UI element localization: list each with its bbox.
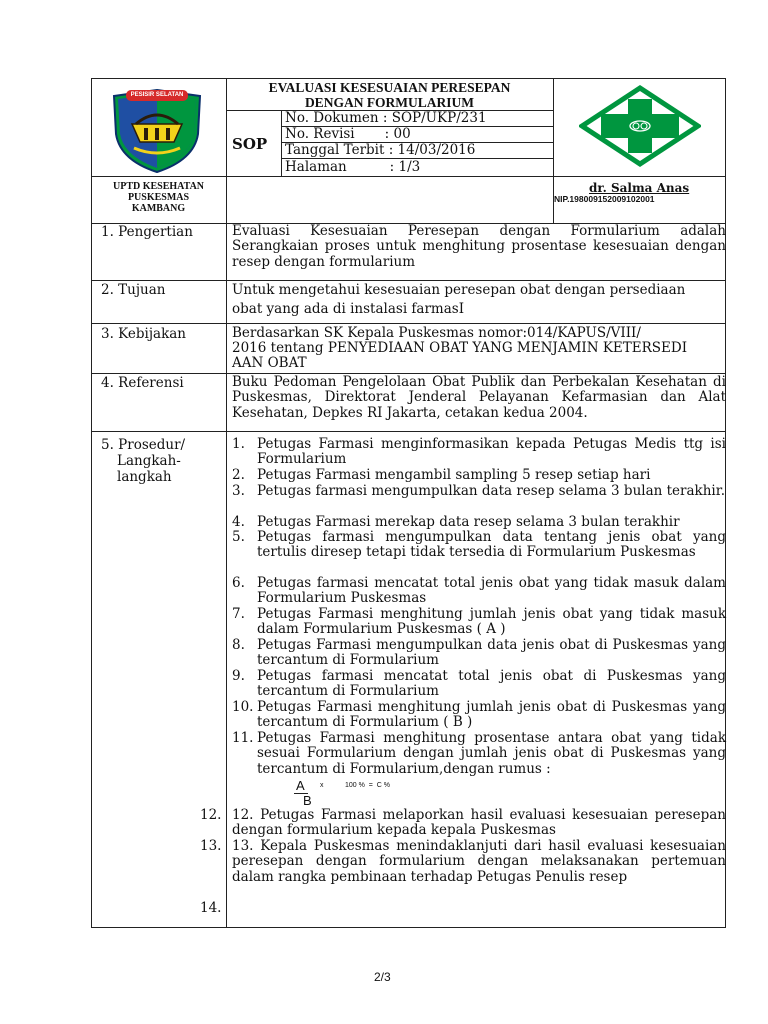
text-tujuan-line1: Untuk mengetahui kesesuaian peresepan obat dengan persediaan [232, 282, 686, 298]
rule [91, 323, 725, 324]
procedure-step-number: 11. [232, 730, 254, 746]
label-kebijakan: 3. Kebijakan [101, 326, 187, 342]
procedure-step [232, 576, 726, 607]
formula-denominator: B [303, 793, 312, 808]
procedure-step-text: Petugas Farmasi menghitung prosentase antara obat yang tidak sesuai Formularium dengan jumlah jenis obat di Puskesmas yang tercantum di Formularium,dengan rumus : [257, 730, 726, 777]
procedure-step-number: 1. [232, 436, 245, 452]
procedure-step-text: Petugas Farmasi menghitung jumlah jenis obat yang tidak masuk dalam Formularium Puskesmas ( A ) [257, 606, 726, 638]
signer-name: dr. Salma Anas [589, 181, 690, 195]
procedure-step [232, 515, 726, 530]
procedure-step-text: Petugas farmasi mencatat total jenis obat yang tidak masuk dalam Formularium Puskesmas [257, 575, 726, 607]
label-pengertian: 1. Pengertian [101, 224, 193, 240]
column-divider [553, 78, 554, 176]
logo-caption: PESISIR SELATAN [130, 92, 184, 98]
rule [91, 176, 725, 177]
label-prosedur-line1: 5. Prosedur/ [101, 437, 186, 453]
step13-text: 13. Kepala Puskesmas menindaklanjuti dari hasil evaluasi kesesuaian peresepan dengan formularium dengan melaksanakan pertemuan dalam rangka pembinaan terhadap Petugas Penulis resep [232, 838, 726, 885]
step12-number: 12. [200, 807, 222, 823]
procedure-step-text: Petugas Farmasi mengambil sampling 5 resep setiap hari [257, 467, 651, 483]
procedure-step-text: Petugas farmasi mengumpulkan data resep selama 3 bulan terakhir. [257, 483, 725, 499]
label-prosedur-line2: Langkah- [117, 453, 181, 469]
publish-date: Tanggal Terbit : 14/03/2016 [285, 142, 476, 158]
text-pengertian: Evaluasi Kesesuaian Peresepan dengan Formularium adalah Serangkaian proses untuk menghitung prosentase kesesuaian dengan resep dengan formularium [232, 223, 726, 270]
text-kebijakan-line2: 2016 tentang PENYEDIAAN OBAT YANG MENJAMIN KETERSEDI [232, 340, 688, 356]
formula-times: x [320, 782, 324, 789]
procedure-step [232, 638, 726, 669]
procedure-step-number: 5. [232, 529, 245, 545]
procedure-step [232, 731, 726, 777]
text-tujuan-line2: obat yang ada di instalasi farmasI [232, 301, 465, 317]
step13-number: 13. [200, 838, 222, 854]
formula-result: 100 % = C % [345, 782, 390, 789]
procedure-step-text: Petugas farmasi mengumpulkan data tentang jenis obat yang tertulis diresep tetapi tidak tersedia di Formularium Puskesmas [257, 529, 726, 561]
document-title-line1: EVALUASI KESESUAIAN PERESEPAN [268, 80, 511, 95]
puskesmas-logo [579, 85, 701, 167]
regency-logo [108, 84, 206, 174]
formula [291, 778, 431, 808]
revision: No. Revisi : 00 [285, 126, 411, 142]
procedure-step [232, 669, 726, 700]
procedure-step [232, 700, 726, 731]
procedure-step-text: Petugas Farmasi mengumpulkan data jenis obat di Puskesmas yang tercantum di Formularium [257, 637, 726, 669]
procedure-step-number: 8. [232, 637, 245, 653]
procedure-step-number: 9. [232, 668, 245, 684]
label-prosedur-line3: langkah [117, 469, 172, 485]
column-divider [281, 110, 282, 176]
procedure-step-number: 10. [232, 699, 254, 715]
rule [91, 280, 725, 281]
table-border-right [725, 78, 726, 928]
procedure-step [232, 530, 726, 561]
procedure-step [232, 468, 726, 483]
document-title-line2: DENGAN FORMULARIUM [304, 95, 475, 110]
procedure-step-number: 2. [232, 467, 245, 483]
procedure-step-number: 6. [232, 575, 245, 591]
procedure-step-text: Petugas Farmasi merekap data resep selama 3 bulan terakhir [257, 514, 680, 530]
column-divider [226, 78, 227, 928]
procedure-step-text: Petugas Farmasi menginformasikan kepada Petugas Medis ttg isi Formularium [257, 436, 726, 468]
procedure-step-number: 4. [232, 514, 245, 530]
org-line3: KAMBANG [131, 203, 186, 214]
doc-number: No. Dokumen : SOP/UKP/231 [285, 110, 487, 126]
procedure-step-text: Petugas farmasi mencatat total jenis obat di Puskesmas yang tercantum di Formularium [257, 668, 726, 700]
text-kebijakan-line1: Berdasarkan SK Kepala Puskesmas nomor:014/KAPUS/VIII/ [232, 325, 641, 341]
procedure-step-number: 3. [232, 483, 245, 499]
formula-numerator: A [296, 778, 305, 793]
table-border-bottom [91, 927, 725, 928]
page-number: Halaman : 1/3 [285, 159, 421, 175]
label-referensi: 4. Referensi [101, 375, 184, 391]
label-tujuan: 2. Tujuan [101, 282, 166, 298]
procedure-step-text: Petugas Farmasi menghitung jumlah jenis obat di Puskesmas yang tercantum di Formularium ( B ) [257, 699, 726, 731]
page-indicator: 2/3 [374, 970, 391, 984]
procedure-step [232, 607, 726, 638]
step14-number: 14. [200, 900, 222, 916]
sop-label: SOP [232, 135, 268, 153]
text-kebijakan-line3: AAN OBAT [232, 355, 307, 371]
procedure-step-number: 7. [232, 606, 245, 622]
org-line1: UPTD KESEHATAN [112, 181, 205, 192]
signer-nip: NIP.198009152009102001 [554, 194, 655, 204]
table-border-top [91, 78, 725, 79]
org-line2: PUSKESMAS [127, 192, 190, 203]
procedure-step [232, 437, 726, 468]
step12-text: 12. Petugas Farmasi melaporkan hasil evaluasi kesesuaian peresepan dengan formularium kepada kepala Puskesmas [232, 807, 726, 839]
text-referensi: Buku Pedoman Pengelolaan Obat Publik dan Perbekalan Kesehatan di Puskesmas, Direktorat Jenderal Pelayanan Kefarmasian dan Alat Kesehatan, Depkes RI Jakarta, cetakan kedua 2004. [232, 374, 726, 421]
procedure-step [232, 484, 726, 499]
rule [91, 431, 725, 432]
